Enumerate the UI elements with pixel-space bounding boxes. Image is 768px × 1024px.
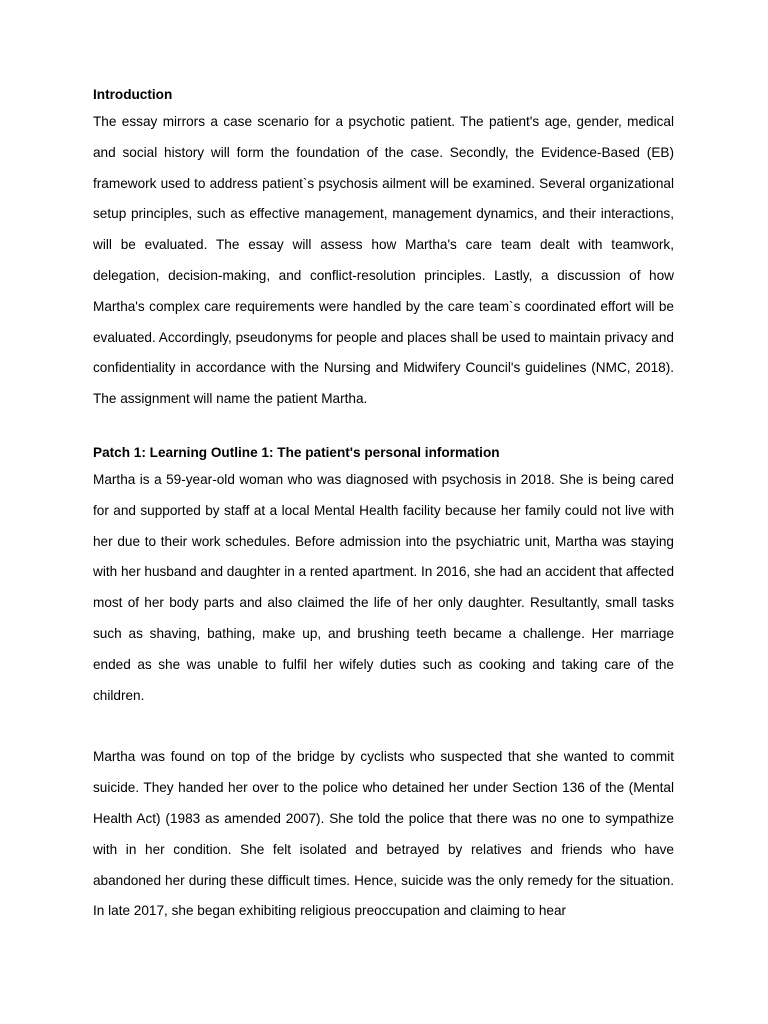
document-page	[93, 84, 674, 927]
section-heading-introduction: Introduction	[93, 87, 173, 102]
personal-information-paragraph: Martha is a 59-year-old woman who was diagnosed with psychosis in 2018. She is being cared for and supported by staff at a local Mental Health facility because her family could not live with her due to their work schedules. Before admission into the psychiatric unit, Martha was staying with her husband and daughter in a rented apartment. In 2016, she had an accident that affected most of her body parts and also claimed the life of her only daughter. Resultantly, small tasks such as shaving, bathing, make up, and brushing teeth became a challenge. Her marriage ended as she was unable to fulfil her wifely duties such as cooking and taking care of the children.	[93, 471, 674, 703]
section-heading-patch-1: Patch 1: Learning Outline 1: The patient's personal information	[93, 444, 500, 460]
closing-paragraph: Martha was found on top of the bridge by cyclists who suspected that she wanted to commit suicide. They handed her over to the police who detained her under Section 136 of the (Mental Health Act) (1983 as amended 2007). She told the police that there was no one to sympathize with in her condition. She felt isolated and betrayed by relatives and friends who have abandoned her during these difficult times. Hence, suicide was the only remedy for the situation. In late 2017, she began exhibiting religious preoccupation and claiming to hear	[93, 749, 674, 919]
introduction-paragraph: The essay mirrors a case scenario for a psychotic patient. The patient's age, gender, medical and social history will form the foundation of the case. Secondly, the Evidence-Based (EB) framework used to address patient`s psychosis ailment will be examined. Several organizational setup principles, such as effective management, management dynamics, and their interactions, will be evaluated. The essay will assess how Martha's care team dealt with teamwork, delegation, decision-making, and conflict-resolution principles. Lastly, a discussion of how Martha's complex care requirements were handled by the care team`s coordinated effort will be evaluated. Accordingly, pseudonyms for people and places shall be used to maintain privacy and confidentiality in accordance with the Nursing and Midwifery Council's guidelines (NMC, 2018). The assignment will name the patient Martha.	[93, 114, 674, 407]
